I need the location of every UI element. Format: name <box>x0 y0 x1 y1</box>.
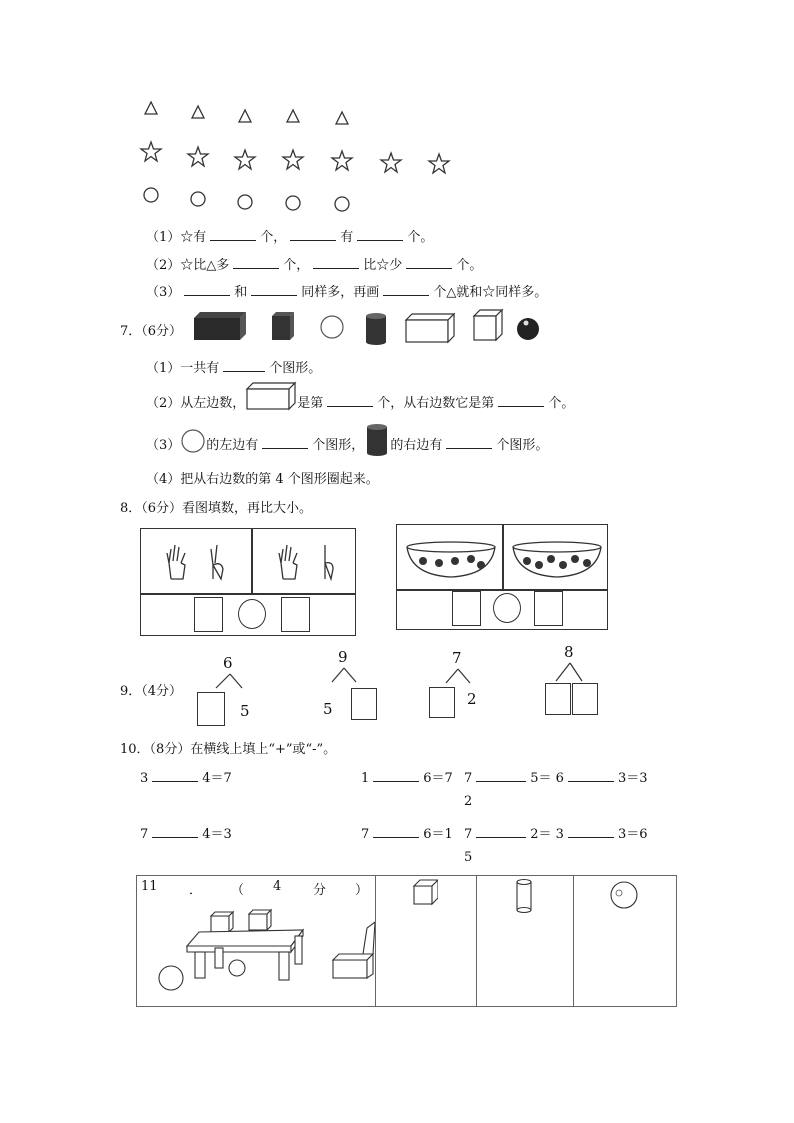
q8-header: 8．（6分）看图填数，再比大小。 <box>120 501 313 516</box>
dark-sphere-icon <box>517 318 539 340</box>
hand-two-icon <box>207 541 231 581</box>
q7-item-3: （3） 的左边有 个图形， 的右边有 个图形。 <box>146 434 548 453</box>
answer-blank[interactable] <box>184 283 230 296</box>
cube-icon <box>249 914 267 930</box>
operator-blank[interactable] <box>476 769 526 782</box>
light-cuboid-icon <box>406 314 454 342</box>
cube-icon <box>412 878 438 908</box>
q7-shapes-row <box>190 308 550 348</box>
bowl-with-items-icon <box>403 539 499 583</box>
star-icon <box>283 150 303 169</box>
tree-top-number: 9 <box>338 648 348 666</box>
answer-blank[interactable] <box>223 359 265 372</box>
equation: 7 6＝1 <box>361 827 453 842</box>
equation-wrap-number: 2 <box>464 794 473 809</box>
triangle-icon <box>287 110 299 122</box>
answer-blank[interactable] <box>357 228 403 241</box>
q6-shape-panel <box>138 96 453 216</box>
q6-shapes-svg <box>138 96 453 216</box>
hand-five-icon <box>163 541 195 581</box>
tree-top-number: 7 <box>452 649 462 667</box>
cube-icon <box>211 916 229 932</box>
table-icon <box>187 930 303 946</box>
q6-item-3: （3） 和 同样多，再画 个△就和☆同样多。 <box>146 285 548 300</box>
dark-cylinder-icon <box>366 313 386 345</box>
equation: 7 5＝ 6 <box>464 771 564 786</box>
star-icon <box>188 147 208 166</box>
equation: 3＝6 <box>564 823 648 842</box>
circle-icon <box>286 196 300 210</box>
circle-icon <box>335 197 349 211</box>
operator-blank[interactable] <box>568 825 614 838</box>
star-icon <box>235 150 255 169</box>
decompose-box[interactable] <box>572 683 598 715</box>
answer-blank[interactable] <box>498 394 544 407</box>
q8-bowls-frame <box>396 524 608 630</box>
circle-icon <box>144 188 158 202</box>
equation-wrap-number: 5 <box>464 850 473 865</box>
compare-circle[interactable] <box>493 593 521 623</box>
q6-item-1: （1）☆有 个， 有 个。 <box>146 230 434 245</box>
circle-icon <box>191 192 205 206</box>
q7-item-4: （4）把从右边数的第 4 个图形圈起来。 <box>146 472 379 487</box>
cylinder-icon <box>515 878 535 914</box>
sphere-icon <box>229 960 245 976</box>
answer-blank[interactable] <box>210 228 256 241</box>
sphere-icon <box>159 966 183 990</box>
answer-blank[interactable] <box>290 228 336 241</box>
star-icon <box>141 142 161 161</box>
decompose-box[interactable] <box>351 688 377 720</box>
dark-cube-icon <box>272 312 294 340</box>
sphere-icon <box>180 427 206 455</box>
answer-blank[interactable] <box>446 436 492 449</box>
equation: 1 6＝7 <box>361 771 453 786</box>
operator-blank[interactable] <box>568 769 614 782</box>
operator-blank[interactable] <box>373 825 419 838</box>
answer-box[interactable] <box>452 591 481 626</box>
equation: 7 4＝3 <box>140 827 232 842</box>
star-icon <box>381 153 401 172</box>
answer-box[interactable] <box>281 597 310 632</box>
operator-blank[interactable] <box>476 825 526 838</box>
operator-blank[interactable] <box>152 825 198 838</box>
light-cube-icon <box>474 310 502 340</box>
operator-blank[interactable] <box>152 769 198 782</box>
answer-blank[interactable] <box>327 394 373 407</box>
answer-blank[interactable] <box>313 256 359 269</box>
triangle-icon <box>192 106 204 118</box>
answer-blank[interactable] <box>251 283 297 296</box>
dark-cylinder-icon <box>364 423 390 457</box>
triangle-icon <box>145 102 157 114</box>
operator-blank[interactable] <box>373 769 419 782</box>
answer-box[interactable] <box>534 591 563 626</box>
tree-top-number: 6 <box>223 654 233 672</box>
q9-header: 9．（4分） <box>120 684 183 699</box>
answer-blank[interactable] <box>233 256 279 269</box>
sphere-icon <box>321 316 343 338</box>
q10-header: 10．（8分）在横线上填上“+”或“-”。 <box>120 742 337 757</box>
tree-right-number: 2 <box>467 690 477 708</box>
tree-top-number: 8 <box>564 643 574 661</box>
triangle-icon <box>336 112 348 124</box>
q11-table: 11 ． （ 4 分 ） <box>136 875 677 1007</box>
bowl-with-items-icon <box>509 539 605 583</box>
star-icon <box>429 154 449 173</box>
decompose-box[interactable] <box>197 692 225 726</box>
answer-box[interactable] <box>194 597 223 632</box>
q11-scene-drawing <box>153 906 375 996</box>
triangle-icon <box>239 110 251 122</box>
equation: 3＝3 <box>564 767 648 786</box>
light-cuboid-icon <box>245 381 297 411</box>
compare-circle[interactable] <box>238 599 266 629</box>
tree-left-number: 5 <box>323 700 333 718</box>
q7-item-1: （1）一共有 个图形。 <box>146 361 322 376</box>
circle-icon <box>238 195 252 209</box>
decompose-box[interactable] <box>545 683 571 715</box>
q6-item-2: （2）☆比△多 个， 比☆少 个。 <box>146 258 483 273</box>
dark-cuboid-icon <box>194 312 246 340</box>
equation: 3 4＝7 <box>140 771 232 786</box>
equation: 7 2＝ 3 <box>464 827 564 842</box>
answer-blank[interactable] <box>262 436 308 449</box>
q7-header: 7．（6分） <box>120 324 183 339</box>
q8-hands-frame <box>140 528 356 636</box>
tree-right-number: 5 <box>240 702 250 720</box>
star-icon <box>332 151 352 170</box>
hand-one-icon <box>317 543 337 581</box>
answer-blank[interactable] <box>383 283 429 296</box>
hand-five-icon <box>275 541 307 581</box>
answer-blank[interactable] <box>406 256 452 269</box>
q7-item-2: （2）从左边数， 是第 个，从右边数它是第 个。 <box>146 392 574 411</box>
decompose-box[interactable] <box>429 687 455 718</box>
sphere-icon <box>609 880 639 910</box>
